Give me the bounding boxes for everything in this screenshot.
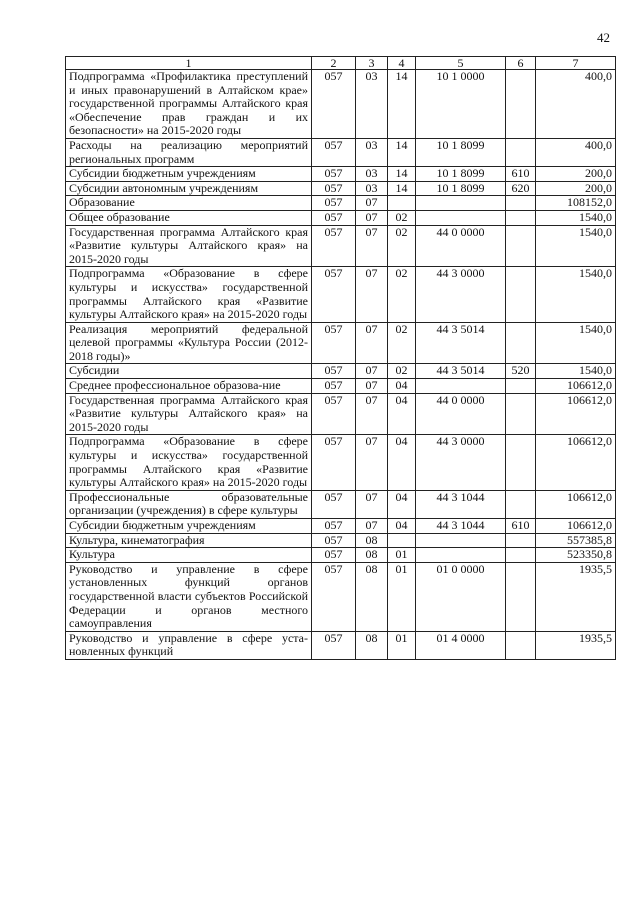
cell-target: 44 3 0000 bbox=[416, 267, 506, 322]
cell-expense-type bbox=[506, 225, 536, 267]
cell-amount: 200,0 bbox=[536, 167, 616, 182]
cell-subsection: 14 bbox=[388, 181, 416, 196]
header-cell-amount: 7 bbox=[536, 57, 616, 70]
cell-section: 07 bbox=[356, 225, 388, 267]
cell-section: 07 bbox=[356, 364, 388, 379]
cell-subsection: 02 bbox=[388, 267, 416, 322]
cell-amount: 106612,0 bbox=[536, 435, 616, 490]
cell-section: 08 bbox=[356, 548, 388, 563]
table-row bbox=[66, 364, 616, 379]
cell-subsection bbox=[388, 533, 416, 548]
cell-expense-type bbox=[506, 70, 536, 139]
cell-amount: 1540,0 bbox=[536, 364, 616, 379]
cell-amount: 1540,0 bbox=[536, 225, 616, 267]
cell-target: 01 4 0000 bbox=[416, 631, 506, 659]
cell-expense-type bbox=[506, 379, 536, 394]
cell-target: 10 1 8099 bbox=[416, 181, 506, 196]
cell-amount: 557385,8 bbox=[536, 533, 616, 548]
cell-ministry: 057 bbox=[312, 435, 356, 490]
cell-target: 44 0 0000 bbox=[416, 393, 506, 435]
cell-section: 08 bbox=[356, 562, 388, 631]
cell-ministry: 057 bbox=[312, 364, 356, 379]
table-row bbox=[66, 181, 616, 196]
cell-target bbox=[416, 196, 506, 211]
table-header-row bbox=[66, 57, 616, 70]
cell-expense-type bbox=[506, 196, 536, 211]
cell-expense-type bbox=[506, 435, 536, 490]
table-row bbox=[66, 167, 616, 182]
cell-target: 01 0 0000 bbox=[416, 562, 506, 631]
cell-ministry: 057 bbox=[312, 393, 356, 435]
cell-amount: 400,0 bbox=[536, 70, 616, 139]
table-body bbox=[66, 57, 616, 660]
cell-name: Реализация мероприятий федеральной целевой программы «Культура России (2012-2018 годы)» bbox=[66, 322, 312, 364]
cell-ministry: 057 bbox=[312, 70, 356, 139]
cell-section: 07 bbox=[356, 210, 388, 225]
cell-expense-type: 610 bbox=[506, 167, 536, 182]
cell-expense-type bbox=[506, 490, 536, 518]
budget-table bbox=[65, 56, 616, 660]
cell-target bbox=[416, 548, 506, 563]
cell-target: 44 3 5014 bbox=[416, 364, 506, 379]
cell-name: Профессиональные образовательные организации (учреждения) в сфере культуры bbox=[66, 490, 312, 518]
cell-subsection: 04 bbox=[388, 435, 416, 490]
table-row bbox=[66, 631, 616, 659]
cell-target: 44 3 1044 bbox=[416, 519, 506, 534]
cell-subsection: 02 bbox=[388, 225, 416, 267]
cell-name: Культура, кинематография bbox=[66, 533, 312, 548]
cell-target: 10 1 0000 bbox=[416, 70, 506, 139]
cell-subsection: 04 bbox=[388, 379, 416, 394]
cell-subsection: 02 bbox=[388, 210, 416, 225]
cell-ministry: 057 bbox=[312, 533, 356, 548]
cell-section: 07 bbox=[356, 435, 388, 490]
cell-amount: 400,0 bbox=[536, 138, 616, 166]
cell-section: 03 bbox=[356, 138, 388, 166]
cell-section: 03 bbox=[356, 181, 388, 196]
cell-expense-type: 620 bbox=[506, 181, 536, 196]
cell-subsection: 01 bbox=[388, 548, 416, 563]
cell-name: Руководство и управление в сфере уста-новленных функций bbox=[66, 631, 312, 659]
table-row bbox=[66, 70, 616, 139]
header-cell-name: 1 bbox=[66, 57, 312, 70]
cell-expense-type bbox=[506, 267, 536, 322]
cell-name: Общее образование bbox=[66, 210, 312, 225]
cell-target bbox=[416, 210, 506, 225]
cell-expense-type bbox=[506, 322, 536, 364]
cell-subsection: 01 bbox=[388, 562, 416, 631]
cell-section: 07 bbox=[356, 490, 388, 518]
cell-expense-type bbox=[506, 548, 536, 563]
cell-name: Подпрограмма «Профилактика преступлений и иных правонарушений в Алтайском крае» государственной программы Алтайского края «Обеспечение прав граждан и их безопасности» на 2015-2020 годы bbox=[66, 70, 312, 139]
cell-ministry: 057 bbox=[312, 379, 356, 394]
cell-section: 03 bbox=[356, 167, 388, 182]
cell-subsection: 01 bbox=[388, 631, 416, 659]
cell-amount: 1935,5 bbox=[536, 562, 616, 631]
cell-ministry: 057 bbox=[312, 167, 356, 182]
cell-amount: 106612,0 bbox=[536, 519, 616, 534]
cell-amount: 1540,0 bbox=[536, 322, 616, 364]
table-row bbox=[66, 225, 616, 267]
table-row bbox=[66, 379, 616, 394]
cell-subsection: 02 bbox=[388, 322, 416, 364]
cell-ministry: 057 bbox=[312, 562, 356, 631]
cell-expense-type: 610 bbox=[506, 519, 536, 534]
cell-name: Субсидии bbox=[66, 364, 312, 379]
cell-amount: 108152,0 bbox=[536, 196, 616, 211]
cell-target: 10 1 8099 bbox=[416, 138, 506, 166]
cell-target: 44 3 0000 bbox=[416, 435, 506, 490]
table-row bbox=[66, 562, 616, 631]
cell-name: Подпрограмма «Образование в сфере культуры и искусства» государственной программы Алтайского края «Развитие культуры Алтайского края» на 2015-2020 годы bbox=[66, 435, 312, 490]
table-row bbox=[66, 138, 616, 166]
cell-amount: 106612,0 bbox=[536, 379, 616, 394]
cell-name: Расходы на реализацию мероприятий региональных программ bbox=[66, 138, 312, 166]
cell-name: Субсидии бюджетным учреждениям bbox=[66, 167, 312, 182]
header-cell-target: 5 bbox=[416, 57, 506, 70]
cell-amount: 106612,0 bbox=[536, 393, 616, 435]
cell-expense-type bbox=[506, 562, 536, 631]
cell-target: 44 0 0000 bbox=[416, 225, 506, 267]
cell-amount: 200,0 bbox=[536, 181, 616, 196]
cell-ministry: 057 bbox=[312, 631, 356, 659]
cell-ministry: 057 bbox=[312, 548, 356, 563]
cell-expense-type bbox=[506, 533, 536, 548]
header-cell-subsection: 4 bbox=[388, 57, 416, 70]
cell-expense-type bbox=[506, 393, 536, 435]
cell-section: 07 bbox=[356, 267, 388, 322]
cell-target bbox=[416, 533, 506, 548]
cell-subsection bbox=[388, 196, 416, 211]
table-row bbox=[66, 548, 616, 563]
cell-ministry: 057 bbox=[312, 322, 356, 364]
cell-ministry: 057 bbox=[312, 210, 356, 225]
cell-name: Культура bbox=[66, 548, 312, 563]
table-row bbox=[66, 322, 616, 364]
cell-target: 44 3 1044 bbox=[416, 490, 506, 518]
table-row bbox=[66, 435, 616, 490]
cell-name: Субсидии бюджетным учреждениям bbox=[66, 519, 312, 534]
cell-ministry: 057 bbox=[312, 196, 356, 211]
cell-name: Образование bbox=[66, 196, 312, 211]
cell-section: 07 bbox=[356, 196, 388, 211]
table-row bbox=[66, 210, 616, 225]
cell-section: 07 bbox=[356, 393, 388, 435]
cell-ministry: 057 bbox=[312, 138, 356, 166]
cell-section: 07 bbox=[356, 379, 388, 394]
table-row bbox=[66, 196, 616, 211]
cell-section: 03 bbox=[356, 70, 388, 139]
cell-ministry: 057 bbox=[312, 490, 356, 518]
table-row bbox=[66, 393, 616, 435]
cell-subsection: 02 bbox=[388, 364, 416, 379]
cell-subsection: 14 bbox=[388, 70, 416, 139]
table-row bbox=[66, 533, 616, 548]
cell-subsection: 14 bbox=[388, 167, 416, 182]
cell-name: Государственная программа Алтайского края «Развитие культуры Алтайского края» на 2015-2020 годы bbox=[66, 393, 312, 435]
cell-name: Среднее профессиональное образова-ние bbox=[66, 379, 312, 394]
cell-name: Субсидии автономным учреждениям bbox=[66, 181, 312, 196]
cell-target: 10 1 8099 bbox=[416, 167, 506, 182]
cell-amount: 523350,8 bbox=[536, 548, 616, 563]
cell-ministry: 057 bbox=[312, 519, 356, 534]
page-number: 42 bbox=[597, 30, 610, 45]
cell-section: 07 bbox=[356, 322, 388, 364]
cell-expense-type bbox=[506, 138, 536, 166]
cell-expense-type bbox=[506, 210, 536, 225]
cell-amount: 1935,5 bbox=[536, 631, 616, 659]
cell-subsection: 04 bbox=[388, 393, 416, 435]
table-row bbox=[66, 267, 616, 322]
table-row bbox=[66, 519, 616, 534]
cell-section: 07 bbox=[356, 519, 388, 534]
cell-amount: 106612,0 bbox=[536, 490, 616, 518]
cell-target: 44 3 5014 bbox=[416, 322, 506, 364]
cell-expense-type bbox=[506, 631, 536, 659]
cell-ministry: 057 bbox=[312, 181, 356, 196]
cell-section: 08 bbox=[356, 631, 388, 659]
header-cell-expense-type: 6 bbox=[506, 57, 536, 70]
cell-name: Государственная программа Алтайского края «Развитие культуры Алтайского края» на 2015-2020 годы bbox=[66, 225, 312, 267]
cell-target bbox=[416, 379, 506, 394]
cell-name: Руководство и управление в сфере установленных функций органов государственной власти субъектов Российской Федерации и органов местного самоуправления bbox=[66, 562, 312, 631]
header-cell-ministry: 2 bbox=[312, 57, 356, 70]
cell-name: Подпрограмма «Образование в сфере культуры и искусства» государственной программы Алтайского края «Развитие культуры Алтайского края» на 2015-2020 годы bbox=[66, 267, 312, 322]
table-row bbox=[66, 490, 616, 518]
cell-subsection: 04 bbox=[388, 519, 416, 534]
cell-section: 08 bbox=[356, 533, 388, 548]
cell-amount: 1540,0 bbox=[536, 210, 616, 225]
cell-expense-type: 520 bbox=[506, 364, 536, 379]
header-cell-section: 3 bbox=[356, 57, 388, 70]
cell-ministry: 057 bbox=[312, 267, 356, 322]
cell-subsection: 14 bbox=[388, 138, 416, 166]
cell-amount: 1540,0 bbox=[536, 267, 616, 322]
cell-ministry: 057 bbox=[312, 225, 356, 267]
cell-subsection: 04 bbox=[388, 490, 416, 518]
